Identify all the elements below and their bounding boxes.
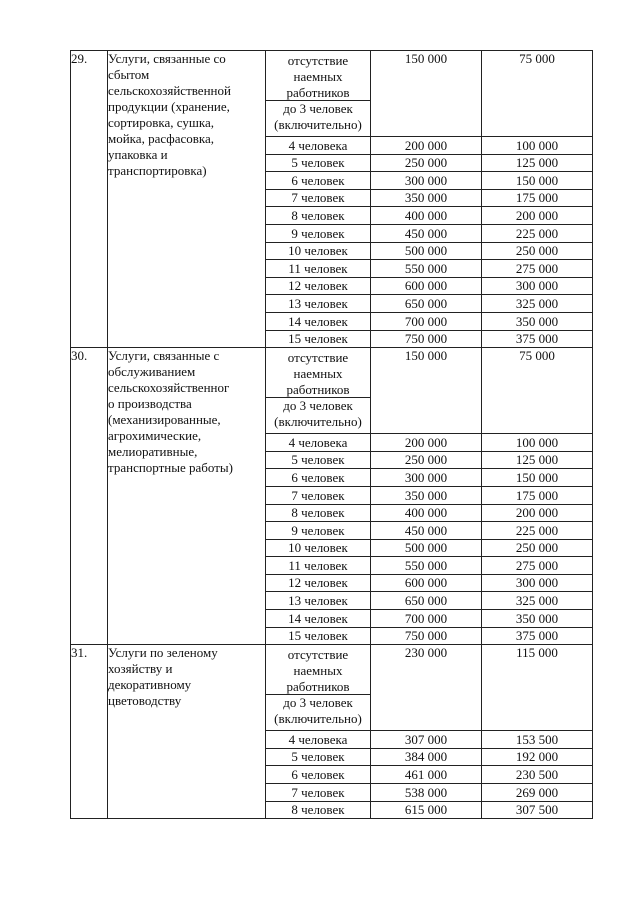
employees-text: (включительно) <box>274 414 362 430</box>
employees-text: работников <box>286 382 350 398</box>
section-row <box>71 51 593 137</box>
value-secondary: 350 000 <box>482 312 593 330</box>
value-secondary: 200 000 <box>482 207 593 225</box>
value-primary: 550 000 <box>371 557 482 575</box>
value-secondary: 307 500 <box>482 801 593 819</box>
value-secondary: 325 000 <box>482 295 593 313</box>
value-primary: 200 000 <box>371 137 482 155</box>
employees-text: наемных <box>293 663 343 679</box>
service-title-line: Услуги, связанные с <box>108 348 220 364</box>
employees-text: до 3 человек <box>283 695 353 711</box>
employees-text: наемных <box>293 69 343 84</box>
value-secondary: 75 000 <box>482 51 593 137</box>
value-secondary: 75 000 <box>482 348 593 434</box>
value-secondary: 350 000 <box>482 610 593 628</box>
value-secondary: 100 000 <box>482 434 593 452</box>
value-secondary: 192 000 <box>482 748 593 766</box>
service-title-line: сельскохозяйственной <box>108 83 231 98</box>
employees-count: 4 человека <box>266 434 371 452</box>
service-title-line: обслуживанием <box>108 364 196 380</box>
value-secondary: 230 500 <box>482 766 593 784</box>
service-title-line: продукции (хранение, <box>108 99 230 114</box>
value-primary: 538 000 <box>371 784 482 802</box>
employees-count: 13 человек <box>266 592 371 610</box>
employees-first-cell <box>266 645 371 731</box>
service-title-line: цветоводству <box>108 693 182 709</box>
section-number: 31. <box>71 645 108 819</box>
value-primary: 230 000 <box>371 645 482 731</box>
value-primary: 750 000 <box>371 330 482 348</box>
value-primary: 150 000 <box>371 348 482 434</box>
value-secondary: 325 000 <box>482 592 593 610</box>
service-title-line: о производства <box>108 396 192 412</box>
value-primary: 700 000 <box>371 610 482 628</box>
value-secondary: 200 000 <box>482 504 593 522</box>
value-primary: 200 000 <box>371 434 482 452</box>
employees-text: работников <box>286 85 350 100</box>
up-to-3-label <box>266 694 370 730</box>
service-title-line: агрохимические, <box>108 428 202 444</box>
up-to-3-label <box>266 397 370 433</box>
value-secondary: 225 000 <box>482 224 593 242</box>
employees-count: 6 человек <box>266 469 371 487</box>
value-primary: 300 000 <box>371 469 482 487</box>
service-title-line: хозяйству и <box>108 661 173 677</box>
service-title-line: мелиоративные, <box>108 444 198 460</box>
value-secondary: 100 000 <box>482 137 593 155</box>
service-title-line: упаковка и <box>108 147 168 162</box>
service-title-line: сельскохозяйственног <box>108 380 230 396</box>
employees-first-cell <box>266 51 371 137</box>
value-primary: 384 000 <box>371 748 482 766</box>
employees-count: 7 человек <box>266 486 371 504</box>
employees-count: 5 человек <box>266 154 371 172</box>
value-primary: 350 000 <box>371 486 482 504</box>
employees-count: 12 человек <box>266 574 371 592</box>
employees-count: 9 человек <box>266 522 371 540</box>
service-title-line: декоративному <box>108 677 192 693</box>
value-secondary: 125 000 <box>482 154 593 172</box>
value-primary: 500 000 <box>371 242 482 260</box>
section-row <box>71 645 593 731</box>
employees-count: 15 человек <box>266 330 371 348</box>
service-title <box>108 348 266 645</box>
value-primary: 450 000 <box>371 224 482 242</box>
employees-text: до 3 человек <box>283 101 353 116</box>
employees-text: отсутствие <box>287 53 349 68</box>
employees-text: отсутствие <box>287 647 349 663</box>
value-secondary: 300 000 <box>482 574 593 592</box>
service-title-line: сбытом <box>108 67 150 82</box>
employees-first-cell <box>266 348 371 434</box>
value-primary: 400 000 <box>371 207 482 225</box>
service-title <box>108 51 266 348</box>
value-primary: 307 000 <box>371 731 482 749</box>
value-primary: 750 000 <box>371 627 482 645</box>
value-primary: 250 000 <box>371 451 482 469</box>
value-primary: 450 000 <box>371 522 482 540</box>
no-employees-label <box>266 51 370 100</box>
no-employees-label <box>266 645 370 694</box>
service-title-line: транспортировка) <box>108 163 207 178</box>
value-primary: 150 000 <box>371 51 482 137</box>
employees-text: наемных <box>293 366 343 382</box>
service-title-line: транспортные работы) <box>108 460 233 476</box>
value-primary: 550 000 <box>371 260 482 278</box>
value-secondary: 275 000 <box>482 557 593 575</box>
employees-count: 6 человек <box>266 172 371 190</box>
value-secondary: 375 000 <box>482 330 593 348</box>
value-secondary: 250 000 <box>482 539 593 557</box>
value-secondary: 275 000 <box>482 260 593 278</box>
value-primary: 350 000 <box>371 189 482 207</box>
tariff-table <box>70 50 593 819</box>
value-primary: 650 000 <box>371 592 482 610</box>
value-secondary: 225 000 <box>482 522 593 540</box>
value-primary: 650 000 <box>371 295 482 313</box>
employees-text: до 3 человек <box>283 398 353 414</box>
employees-count: 14 человек <box>266 610 371 628</box>
employees-count: 11 человек <box>266 260 371 278</box>
employees-count: 6 человек <box>266 766 371 784</box>
value-secondary: 175 000 <box>482 189 593 207</box>
employees-count: 13 человек <box>266 295 371 313</box>
value-primary: 615 000 <box>371 801 482 819</box>
value-secondary: 150 000 <box>482 172 593 190</box>
employees-count: 8 человек <box>266 801 371 819</box>
no-employees-label <box>266 348 370 397</box>
value-primary: 461 000 <box>371 766 482 784</box>
employees-count: 4 человека <box>266 731 371 749</box>
value-secondary: 115 000 <box>482 645 593 731</box>
employees-text: (включительно) <box>274 711 362 727</box>
value-primary: 400 000 <box>371 504 482 522</box>
value-primary: 250 000 <box>371 154 482 172</box>
value-secondary: 125 000 <box>482 451 593 469</box>
value-secondary: 153 500 <box>482 731 593 749</box>
employees-count: 5 человек <box>266 451 371 469</box>
up-to-3-label <box>266 100 370 136</box>
employees-count: 14 человек <box>266 312 371 330</box>
employees-count: 15 человек <box>266 627 371 645</box>
value-secondary: 375 000 <box>482 627 593 645</box>
employees-count: 10 человек <box>266 539 371 557</box>
service-title <box>108 645 266 819</box>
employees-count: 9 человек <box>266 224 371 242</box>
value-secondary: 150 000 <box>482 469 593 487</box>
employees-text: работников <box>286 679 350 695</box>
employees-count: 8 человек <box>266 207 371 225</box>
employees-count: 4 человека <box>266 137 371 155</box>
employees-text: (включительно) <box>274 117 362 132</box>
value-secondary: 269 000 <box>482 784 593 802</box>
employees-count: 12 человек <box>266 277 371 295</box>
service-title-line: (механизированные, <box>108 412 221 428</box>
employees-count: 7 человек <box>266 189 371 207</box>
employees-count: 10 человек <box>266 242 371 260</box>
employees-count: 8 человек <box>266 504 371 522</box>
value-secondary: 300 000 <box>482 277 593 295</box>
service-title-line: мойка, расфасовка, <box>108 131 215 146</box>
employees-count: 11 человек <box>266 557 371 575</box>
section-number: 29. <box>71 51 108 348</box>
value-primary: 700 000 <box>371 312 482 330</box>
section-row <box>71 348 593 434</box>
employees-count: 5 человек <box>266 748 371 766</box>
section-number: 30. <box>71 348 108 645</box>
service-title-line: сортировка, сушка, <box>108 115 215 130</box>
value-secondary: 175 000 <box>482 486 593 504</box>
value-primary: 600 000 <box>371 277 482 295</box>
employees-text: отсутствие <box>287 350 349 366</box>
value-primary: 300 000 <box>371 172 482 190</box>
employees-count: 7 человек <box>266 784 371 802</box>
service-title-line: Услуги, связанные со <box>108 51 226 66</box>
service-title-line: Услуги по зеленому <box>108 645 218 661</box>
value-primary: 500 000 <box>371 539 482 557</box>
value-secondary: 250 000 <box>482 242 593 260</box>
value-primary: 600 000 <box>371 574 482 592</box>
